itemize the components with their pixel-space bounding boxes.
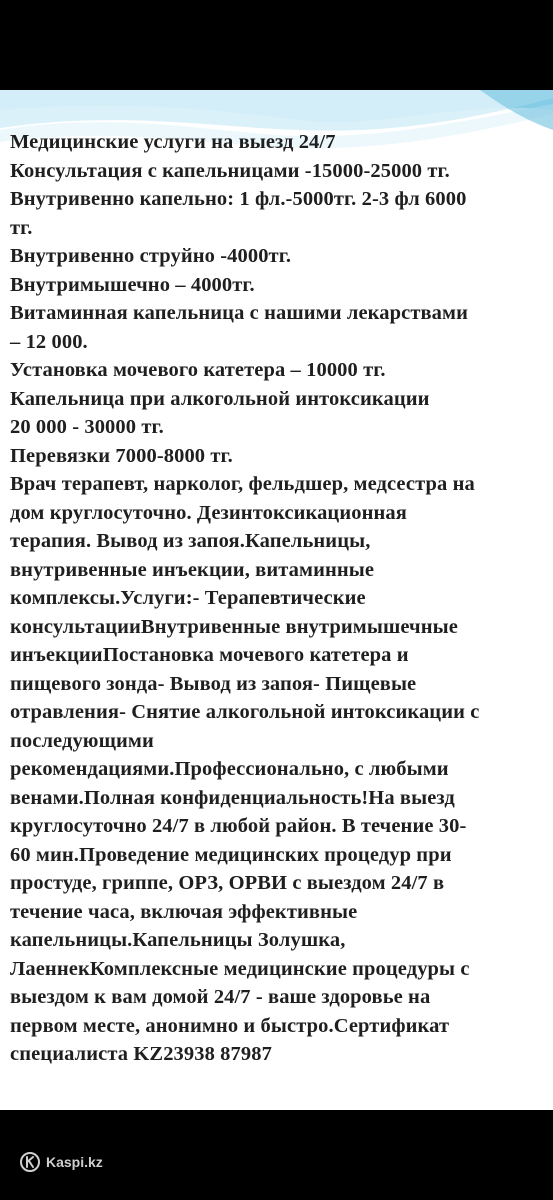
text-line: течение часа, включая эффективные [10,900,358,923]
text-line: Капельница при алкогольной интоксикации [10,387,430,410]
kaspi-watermark [20,1152,103,1172]
text-line: комплексы.Услуги:- Терапевтические [10,587,366,609]
text-line: выездом к вам домой 24/7 - ваше здоровье на [10,986,431,1008]
text-line: инъекцииПостановка мочевого катетера и [10,644,409,666]
text-line: первом месте, анонимно и быстро.Сертификат [10,1014,450,1037]
text-line: капельницы.Капельницы Золушка, [10,929,346,951]
text-line: 60 мин.Проведение медицинских процедур при [10,843,452,866]
text-line: рекомендациями.Профессионально, с любыми [10,758,449,780]
watermark-label: Kaspi.kz [46,1154,103,1170]
text-line: Врач терапевт, нарколог, фельдшер, медсестра на [10,473,475,495]
text-line: – 12 000. [10,330,88,353]
text-line: Перевязки 7000-8000 тг. [10,444,233,467]
text-line: тг. [10,216,33,239]
text-line: Установка мочевого катетера – 10000 тг. [10,359,386,381]
text-line: ЛаеннекКомплексные медицинские процедуры с [10,957,470,980]
text-line: круглосуточно 24/7 в любой район. В течение 30- [10,815,467,837]
top-black-bar [0,0,553,90]
text-line: терапия. Вывод из запоя.Капельницы, [10,530,371,552]
service-description-text [10,128,546,1069]
service-listing-image [0,90,553,1110]
text-line: последующими [10,729,154,752]
text-line: Внутривенно капельно: 1 фл.-5000тг. 2-3 фл 6000 [10,188,467,210]
text-line: простуде, гриппе, ОРЗ, ОРВИ с выездом 24/7 в [10,872,445,894]
text-line: 20 000 - 30000 тг. [10,416,164,438]
text-line: пищевого зонда- Вывод из запоя- Пищевые [10,672,417,695]
text-line: специалиста KZ23938 87987 [10,1043,272,1065]
text-line: Внутримышечно – 4000тг. [10,273,255,296]
text-line: Внутривенно струйно -4000тг. [10,245,292,267]
text-line: венами.Полная конфиденциальность!На выезд [10,786,455,809]
text-line: Медицинские услуги на выезд 24/7 [10,131,336,153]
text-line: консультацииВнутривенные внутримышечные [10,615,458,638]
text-line: дом круглосуточно. Дезинтоксикационная [10,501,407,524]
text-line: Витаминная капельница с нашими лекарствами [10,302,468,324]
text-line: Консультация с капельницами -15000-25000 тг. [10,159,450,182]
text-line: внутривенные инъекции, витаминные [10,558,375,581]
text-line: отравления- Снятие алкогольной интоксикации с [10,701,480,723]
kaspi-logo-icon [20,1152,40,1172]
